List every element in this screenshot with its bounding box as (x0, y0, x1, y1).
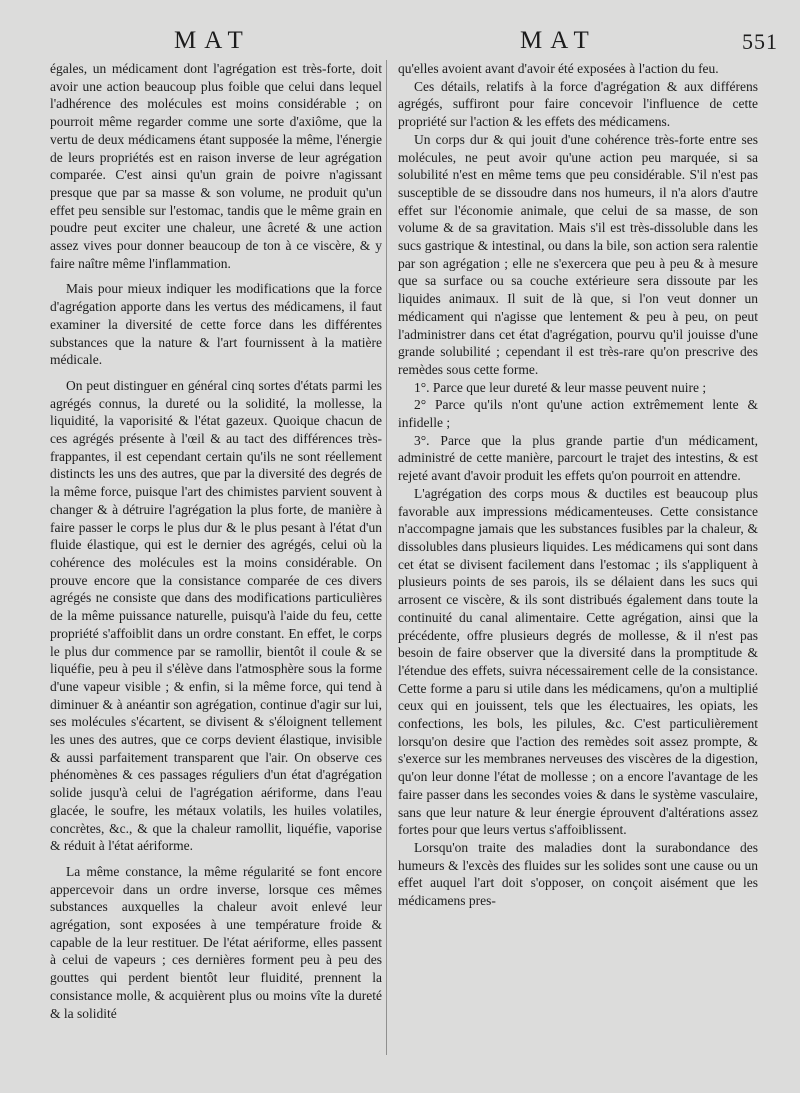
page-number: 551 (742, 29, 778, 54)
paragraph: qu'elles avoient avant d'avoir été exposées à l'action du feu. (398, 61, 719, 76)
paragraph: 2° Parce qu'ils n'ont qu'une action extrêmement lente & infidelle ; (398, 397, 758, 431)
paragraph: Mais pour mieux indiquer les modifications que la force d'agrégation apporte dans les vertus des médicamens, il faut examiner la diversité de cette force dans les différentes substances que la nature & l'art fournissent à la matière médicale. (50, 281, 382, 368)
paragraph: On peut distinguer en général cinq sortes d'états parmi les agrégés connus, la dureté ou la solidité, la mollesse, la liquidité, la vaporisité & l'état gazeux. Quoique chacun de ces agrégés présente à l'œil & au tact des différences très-frappantes, il est cependant certain qu'ils ne sont réellement distincts les uns des autres, que par la diversité des degrés de la même force, puisque l'art des chimistes parvient souvent à changer & à détruire l'agrégation la plus forte, de manière à faire passer le corps le plus dur & le plus pesant à l'état d'un fluide élastique, qui est le dernier des agrégés, celui où la cohérence des molécules est la moins considérable. On prouve encore que la consistance comparée de ces divers agrégés ne consiste que dans des modifications particulières de la même puissance naturelle, puisqu'à l'aide du feu, cette propriété s'affoiblit dans un ordre constant. En effet, le corps le plus dur commence par se ramollir, bientôt il coule & se liquéfie, peu à peu il s'élève dans l'atmosphère sous la forme d'une vapeur visible ; & enfin, si la même force, qui tend à diminuer & à anéantir son agrégation, continue d'agir sur lui, ses molécules s'écartent, se divisent & s'éloignent tellement les unes des autres, que ce corps devient élastique, invisible & aussi parfaitement transparent que l'air. On observe ces phénomènes & ces passages réguliers d'un état d'agrégation solide jusqu'à celui de l'agrégation aériforme, dans l'eau glacée, le soufre, les métaux volatils, les huiles volatiles, concrètes, &c., & que la chaleur ramollit, liquéfie, vaporise & réduit à l'état aériforme. (50, 377, 382, 854)
paragraph: Lorsqu'on traite des maladies dont la surabondance des humeurs & l'excès des fluides sur les solides sont une cause ou un effet auquel l'art doit s'opposer, on conçoit aisément que les médicamens pres- (398, 839, 758, 909)
paragraph: égales, un médicament dont l'agrégation est très-forte, doit avoir une action beaucoup plus foible que celui dans lequel l'adhérence des molécules est moins considérable ; on pourroit même regarder comme une sorte d'axiôme, que la vertu de deux médicamens étant supposée la même, l'énergie de leurs propriétés est en raison inverse de leur agrégation comparée. C'est ainsi qu'un grain de poivre n'agissant presque que par sa masse & son volume, ne produit qu'un effet peu sensible sur l'estomac, tandis que le même grain en poudre peut exciter une chaleur, une âcreté & une action assez vives pour donner beaucoup de ton à ce viscère, & y faire naître même l'inflammation. (50, 61, 382, 271)
paragraph: 1°. Parce que leur dureté & leur masse peuvent nuire ; (414, 379, 707, 395)
right-column (398, 60, 758, 910)
running-header (0, 26, 800, 56)
paragraph: 3°. Parce que la plus grande partie d'un médicament, administré de cette manière, parcourt le trajet des intestins, & est rejeté avant d'avoir produit les effets qu'on pourroit en attendre. (398, 432, 758, 484)
header-left-word: MAT (174, 27, 251, 54)
paragraph: L'agrégation des corps mous & ductiles est beaucoup plus favorable aux impressions médicamenteuses. Cette consistance n'accompagne jamais que les substances fusibles par la chaleur, & dissolubles dans plusieurs liquides. Les médicamens qui sont dans cet état se divisent facilement dans l'estomac ; ils s'appliquent à plusieurs points de ses parois, ils se délaient dans les sucs qui arrosent ce viscère, & ils sont distribués également dans toute la continuité du canal alimentaire. Cette agrégation, ainsi que la précédente, offre plusieurs degrés de mollesse, & il n'est pas besoin de faire observer que la diversité dans la promptitude & l'étendue des effets, suivra nécessairement celle de la consistance. Cette forme a paru si utile dans les médicamens, qu'on a multiplié ceux qui en jouissent, tels que les électuaires, les opiats, les confections, les bols, les pilules, &c. C'est particulièrement lorsqu'on desire que l'action des remèdes soit assez prompte, & s'exerce sur les membranes nerveuses des viscères de la digestion, qu'on leur donne l'état de mollesse ; on a encore l'avantage de les faire passer dans les secondes voies & dans le système vasculaire, sans que leur nature & leur énergie éprouvent d'altérations assez fortes pour que leurs vertus s'affoiblissent. (398, 485, 758, 838)
paragraph: Un corps dur & qui jouit d'une cohérence très-forte entre ses molécules, ne peut avoir qu'une action peu marquée, si sa solubilité n'est en même tems que peu considérable. S'il n'est pas susceptible de se dissoudre dans nos humeurs, il n'a alors d'autre effet sur l'économie animale, que celui de sa masse, de son volume & de sa gravitation. Mais s'il est très-dissoluble dans les sucs gastrique & intestinal, ou dans la bile, son action sera ralentie par son agrégation ; elle ne s'exercera que peu à peu & à mesure que sa surface ou sa couche extérieure sera dissoute par les liquides animaux. Il suit de là que, si l'on veut donner un médicament qui n'agisse que lentement & peu à peu, on peut l'administrer dans cet état d'agrégation, pourvu qu'il jouisse d'une grande solubilité ; cependant il est très-rare qu'on prescrive des remèdes sous cette forme. (398, 131, 758, 377)
paragraph: Ces détails, relatifs à la force d'agrégation & aux différens agrégés, suffiront pour faire concevoir l'influence de cette propriété sur l'action & les effets des médicamens. (398, 78, 758, 130)
column-divider (386, 60, 387, 1055)
paragraph: La même constance, la même régularité se font encore appercevoir dans un ordre inverse, lorsque ces mêmes substances auxquelles la chaleur avoit enlevé leur agrégation, sont exposées à une température froide & capable de la leur restituer. De l'état aériforme, elles passent à celui de vapeurs ; ces dernières forment peu à peu des gouttes qui perdent bientôt leur fluidité, prennent la consistance molle, & acquièrent plus ou moins vîte la dureté & la solidité (50, 863, 382, 1021)
left-column (50, 60, 382, 1022)
header-right-word: MAT (520, 27, 597, 54)
